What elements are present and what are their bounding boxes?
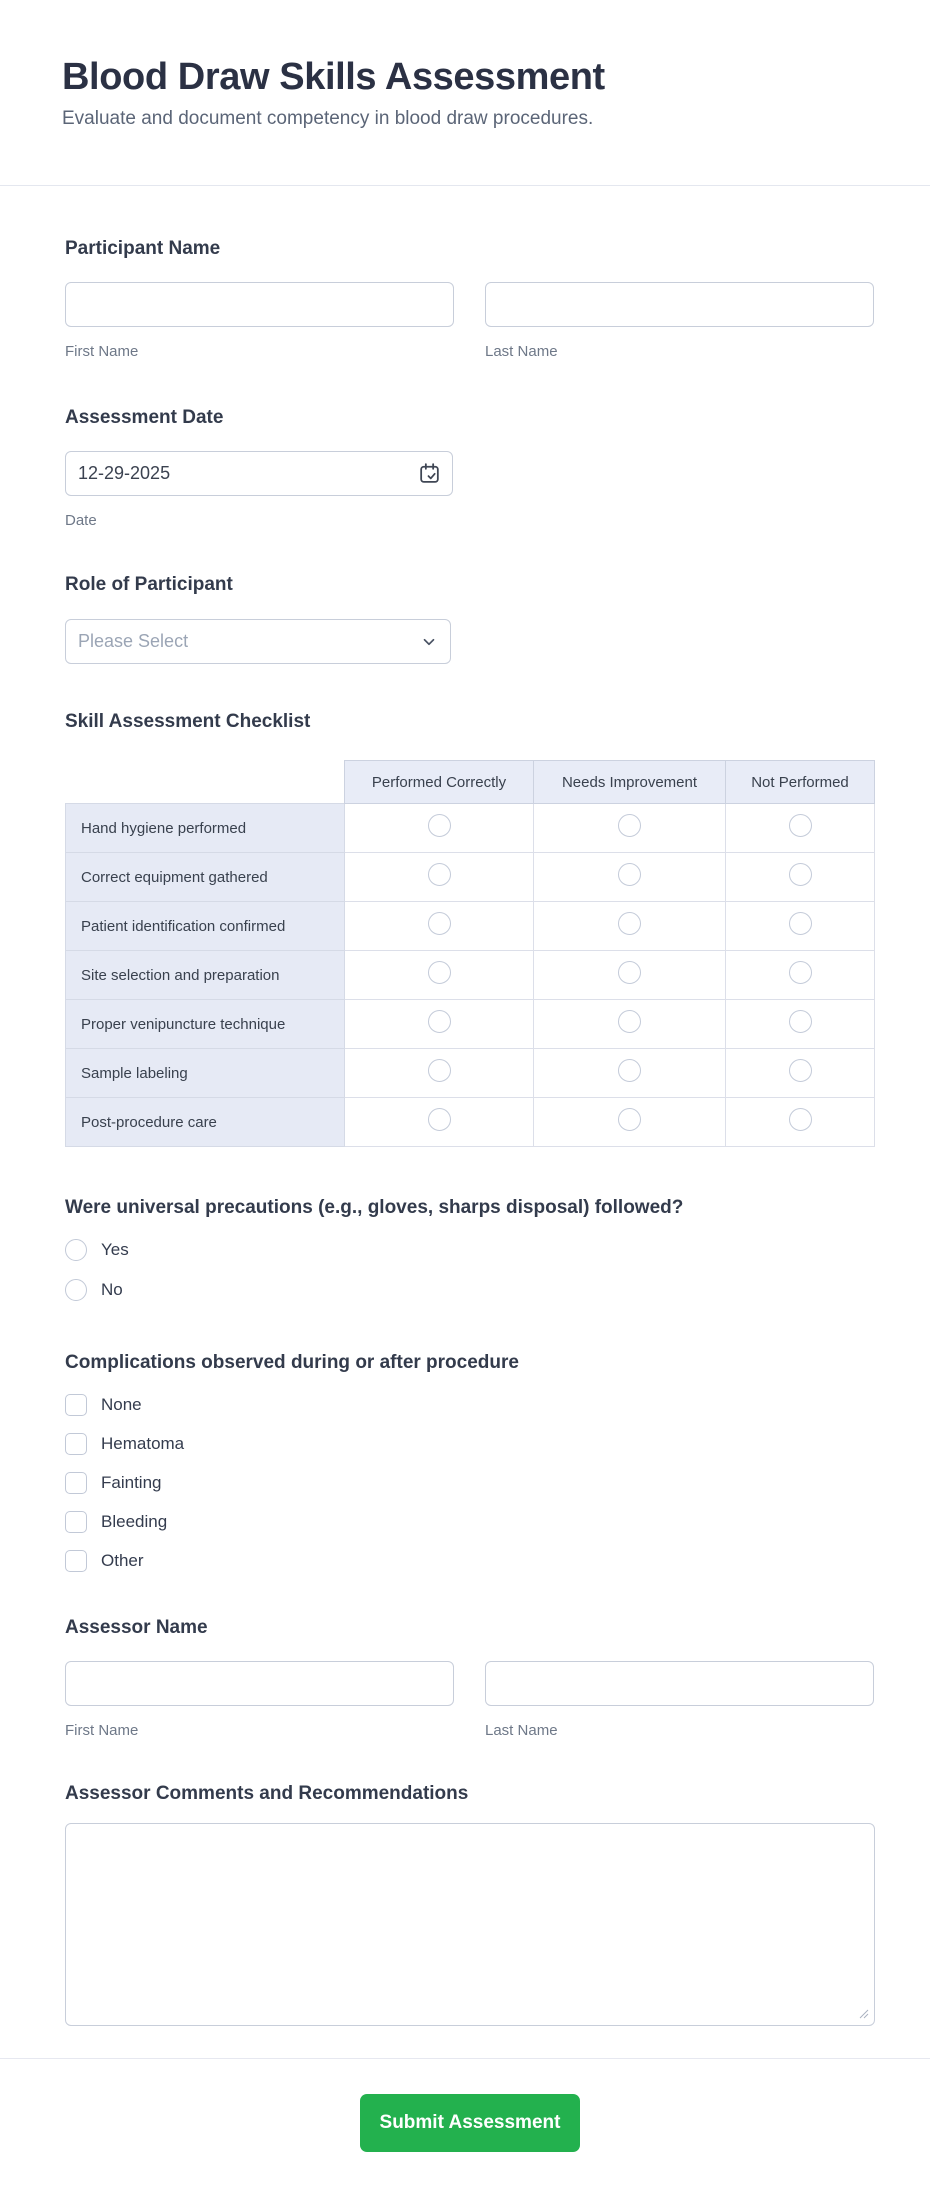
- matrix-row-label: Hand hygiene performed: [66, 804, 345, 853]
- precautions-option-no[interactable]: [65, 1279, 875, 1301]
- matrix-radio-correct-equipment-gathered--needs-improvement[interactable]: [618, 863, 641, 886]
- complications-option-label: None: [101, 1395, 142, 1414]
- checklist-heading: Skill Assessment Checklist: [65, 711, 311, 732]
- comments-heading: Assessor Comments and Recommendations: [65, 1783, 469, 1804]
- matrix-cell-hand-hygiene-performed--not-performed: [726, 804, 875, 853]
- matrix-row-post-procedure-care: [66, 1098, 875, 1147]
- complications-checkbox-group: [65, 1394, 875, 1572]
- section-complications: [65, 1351, 875, 1572]
- matrix-radio-post-procedure-care--not-performed[interactable]: [789, 1108, 812, 1131]
- precautions-option-label: No: [101, 1280, 123, 1299]
- comments-field: [65, 1823, 875, 2026]
- complications-checkbox-hematoma[interactable]: [65, 1433, 87, 1455]
- matrix-row-label: Correct equipment gathered: [66, 853, 345, 902]
- date-field: [65, 451, 453, 496]
- complications-checkbox-bleeding[interactable]: [65, 1511, 87, 1533]
- matrix-radio-hand-hygiene-performed--performed-correctly[interactable]: [428, 814, 451, 837]
- comments-textarea[interactable]: [65, 1823, 875, 2026]
- matrix-cell-proper-venipuncture-technique--needs-improvement: [534, 1000, 726, 1049]
- matrix-cell-proper-venipuncture-technique--not-performed: [726, 1000, 875, 1049]
- complications-option-label: Hematoma: [101, 1434, 185, 1453]
- assessor-last-name-input[interactable]: [485, 1661, 874, 1706]
- assessor-name-heading: Assessor Name: [65, 1617, 208, 1638]
- section-precautions: [65, 1196, 875, 1301]
- section-assessment-date: [65, 406, 875, 530]
- participant-last-name-input[interactable]: [485, 282, 874, 327]
- complications-option-hematoma[interactable]: [65, 1433, 875, 1455]
- matrix-column-header-needs-improvement: Needs Improvement: [534, 761, 726, 804]
- participant-name-heading: Participant Name: [65, 238, 221, 259]
- matrix-row-hand-hygiene-performed: [66, 804, 875, 853]
- complications-checkbox-fainting[interactable]: [65, 1472, 87, 1494]
- matrix-column-header-not-performed: Not Performed: [726, 761, 875, 804]
- footer-divider: [0, 2058, 930, 2059]
- calendar-check-icon[interactable]: [417, 461, 442, 486]
- matrix-radio-site-selection-and-preparation--performed-correctly[interactable]: [428, 961, 451, 984]
- matrix-cell-patient-identification-confirmed--not-performed: [726, 902, 875, 951]
- matrix-cell-sample-labeling--needs-improvement: [534, 1049, 726, 1098]
- section-participant-name: [65, 237, 875, 361]
- page-title: Blood Draw Skills Assessment: [62, 56, 605, 98]
- complications-option-fainting[interactable]: [65, 1472, 875, 1494]
- assessor-first-name-sublabel: First Name: [65, 1722, 139, 1739]
- form-header: [0, 0, 930, 186]
- participant-last-name-sublabel: Last Name: [485, 343, 558, 360]
- role-select-value: Please Select: [78, 631, 189, 651]
- assessor-last-name-col: [485, 1661, 874, 1740]
- matrix-row-site-selection-and-preparation: [66, 951, 875, 1000]
- participant-first-name-input[interactable]: [65, 282, 454, 327]
- assessor-last-name-sublabel: Last Name: [485, 1722, 558, 1739]
- matrix-row-label: Sample labeling: [66, 1049, 345, 1098]
- matrix-radio-hand-hygiene-performed--not-performed[interactable]: [789, 814, 812, 837]
- precautions-heading: Were universal precautions (e.g., gloves, sharps disposal) followed?: [65, 1197, 684, 1218]
- matrix-radio-patient-identification-confirmed--performed-correctly[interactable]: [428, 912, 451, 935]
- matrix-radio-correct-equipment-gathered--performed-correctly[interactable]: [428, 863, 451, 886]
- skill-matrix-table: [65, 760, 875, 1147]
- precautions-radio-no[interactable]: [65, 1279, 87, 1301]
- matrix-cell-proper-venipuncture-technique--performed-correctly: [345, 1000, 534, 1049]
- matrix-cell-correct-equipment-gathered--needs-improvement: [534, 853, 726, 902]
- matrix-row-label: Proper venipuncture technique: [66, 1000, 345, 1049]
- matrix-radio-proper-venipuncture-technique--needs-improvement[interactable]: [618, 1010, 641, 1033]
- complications-option-none[interactable]: [65, 1394, 875, 1416]
- section-assessor-name: [65, 1616, 875, 1740]
- matrix-radio-post-procedure-care--performed-correctly[interactable]: [428, 1108, 451, 1131]
- precautions-option-yes[interactable]: [65, 1239, 875, 1261]
- form-body: [0, 237, 930, 2206]
- role-heading: Role of Participant: [65, 574, 233, 595]
- matrix-radio-proper-venipuncture-technique--performed-correctly[interactable]: [428, 1010, 451, 1033]
- matrix-cell-correct-equipment-gathered--not-performed: [726, 853, 875, 902]
- matrix-cell-hand-hygiene-performed--needs-improvement: [534, 804, 726, 853]
- matrix-row-proper-venipuncture-technique: [66, 1000, 875, 1049]
- section-comments: [65, 1782, 875, 2026]
- matrix-radio-site-selection-and-preparation--not-performed[interactable]: [789, 961, 812, 984]
- precautions-option-label: Yes: [101, 1240, 129, 1259]
- matrix-radio-patient-identification-confirmed--not-performed[interactable]: [789, 912, 812, 935]
- matrix-radio-sample-labeling--needs-improvement[interactable]: [618, 1059, 641, 1082]
- complications-option-bleeding[interactable]: [65, 1511, 875, 1533]
- matrix-radio-patient-identification-confirmed--needs-improvement[interactable]: [618, 912, 641, 935]
- assessor-first-name-col: [65, 1661, 454, 1740]
- complications-option-label: Bleeding: [101, 1512, 168, 1531]
- matrix-row-patient-identification-confirmed: [66, 902, 875, 951]
- participant-name-row: [65, 282, 875, 361]
- matrix-cell-site-selection-and-preparation--performed-correctly: [345, 951, 534, 1000]
- submit-row: [65, 2094, 875, 2206]
- participant-first-name-col: [65, 282, 454, 361]
- matrix-cell-post-procedure-care--performed-correctly: [345, 1098, 534, 1147]
- matrix-row-correct-equipment-gathered: [66, 853, 875, 902]
- participant-last-name-col: [485, 282, 874, 361]
- complications-option-label: Fainting: [101, 1473, 162, 1492]
- precautions-radio-yes[interactable]: [65, 1239, 87, 1261]
- matrix-radio-sample-labeling--performed-correctly[interactable]: [428, 1059, 451, 1082]
- submit-button[interactable]: Submit Assessment: [360, 2094, 580, 2152]
- precautions-radio-group: [65, 1239, 875, 1301]
- matrix-header-row: [66, 761, 875, 804]
- section-role: [65, 573, 875, 664]
- matrix-radio-site-selection-and-preparation--needs-improvement[interactable]: [618, 961, 641, 984]
- matrix-radio-correct-equipment-gathered--not-performed[interactable]: [789, 863, 812, 886]
- matrix-row-label: Site selection and preparation: [66, 951, 345, 1000]
- matrix-row-label: Post-procedure care: [66, 1098, 345, 1147]
- section-checklist: [65, 710, 875, 1147]
- complications-option-label: Other: [101, 1551, 144, 1570]
- matrix-cell-correct-equipment-gathered--performed-correctly: [345, 853, 534, 902]
- matrix-cell-sample-labeling--not-performed: [726, 1049, 875, 1098]
- complications-heading: Complications observed during or after procedure: [65, 1352, 519, 1373]
- complications-checkbox-none[interactable]: [65, 1394, 87, 1416]
- matrix-row-sample-labeling: [66, 1049, 875, 1098]
- role-select[interactable]: [65, 619, 451, 664]
- complications-option-other[interactable]: [65, 1550, 875, 1572]
- matrix-cell-site-selection-and-preparation--not-performed: [726, 951, 875, 1000]
- matrix-cell-post-procedure-care--not-performed: [726, 1098, 875, 1147]
- matrix-cell-patient-identification-confirmed--performed-correctly: [345, 902, 534, 951]
- matrix-radio-hand-hygiene-performed--needs-improvement[interactable]: [618, 814, 641, 837]
- matrix-radio-sample-labeling--not-performed[interactable]: [789, 1059, 812, 1082]
- matrix-radio-post-procedure-care--needs-improvement[interactable]: [618, 1108, 641, 1131]
- matrix-row-label: Patient identification confirmed: [66, 902, 345, 951]
- assessor-name-row: [65, 1661, 875, 1740]
- assessor-first-name-input[interactable]: [65, 1661, 454, 1706]
- matrix-column-header-performed-correctly: Performed Correctly: [345, 761, 534, 804]
- date-sublabel: Date: [65, 512, 97, 529]
- matrix-cell-patient-identification-confirmed--needs-improvement: [534, 902, 726, 951]
- assessment-date-heading: Assessment Date: [65, 407, 224, 428]
- complications-checkbox-other[interactable]: [65, 1550, 87, 1572]
- matrix-cell-hand-hygiene-performed--performed-correctly: [345, 804, 534, 853]
- matrix-radio-proper-venipuncture-technique--not-performed[interactable]: [789, 1010, 812, 1033]
- page-subtitle: Evaluate and document competency in blood draw procedures.: [62, 108, 594, 129]
- chevron-down-icon: [420, 633, 438, 651]
- participant-first-name-sublabel: First Name: [65, 343, 139, 360]
- matrix-cell-sample-labeling--performed-correctly: [345, 1049, 534, 1098]
- matrix-cell-site-selection-and-preparation--needs-improvement: [534, 951, 726, 1000]
- matrix-blank-corner-cell: [66, 761, 345, 804]
- matrix-cell-post-procedure-care--needs-improvement: [534, 1098, 726, 1147]
- assessment-date-input[interactable]: [65, 451, 453, 496]
